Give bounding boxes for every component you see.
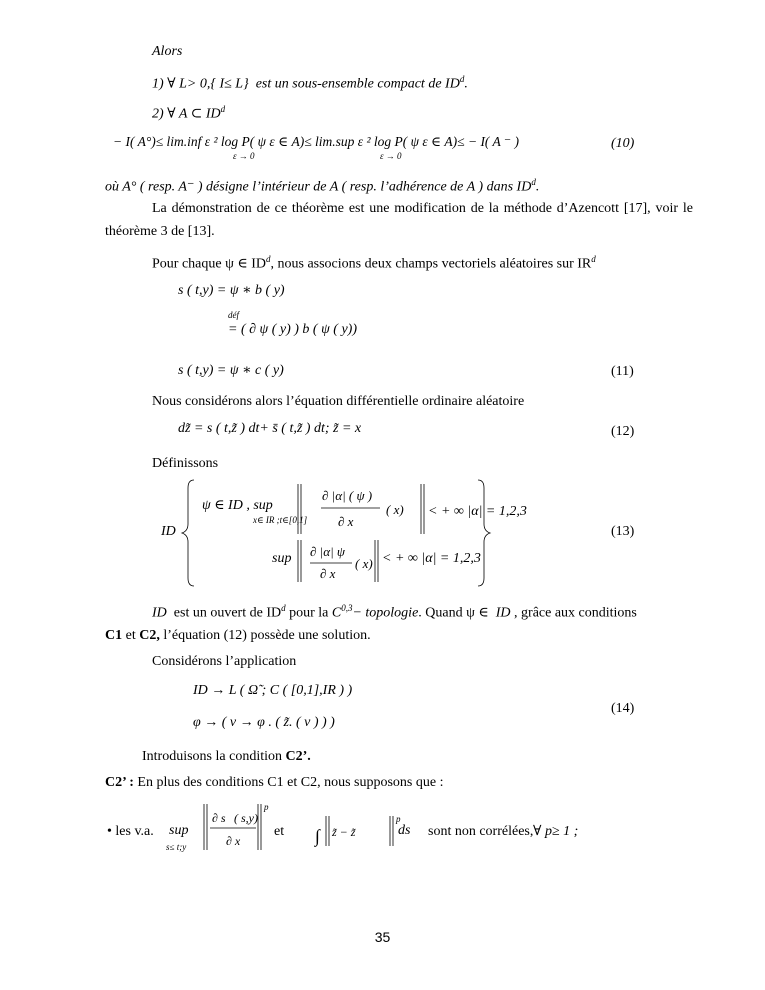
application-line: Considérons l’application <box>152 654 297 669</box>
bullet-text: sont non corrélées, <box>428 824 534 839</box>
equation-10-sub-2: ε → 0 <box>380 151 402 161</box>
svg-text:∂ x: ∂ x <box>320 566 336 581</box>
equation-12-number: (12) <box>611 424 635 439</box>
equation-13-row-2-end: < + ∞ |α| = 1,2,3 <box>382 551 481 566</box>
equation-10-number: (10) <box>611 136 635 151</box>
open-set-text-2: pour la <box>289 605 329 621</box>
alors-text: Alors <box>152 44 183 59</box>
equation-10: − I( A°)≤ lim.inf ε ² log P( ψ ε ∈ A)≤ lim.sup ε ² log P( ψ ε ∈ A)≤ − I( A ⁻ ) <box>113 134 519 149</box>
pour-chaque-line <box>152 250 596 274</box>
where-line-end: . <box>535 179 540 195</box>
open-set-text-1: est un ouvert de ID <box>173 605 282 621</box>
equation-12: dz̃ = s ( t,z̃ ) dt+ s̄ ( t,z̃ ) dt; z̃ = x <box>178 421 362 436</box>
pour-chaque-text: Pour chaque ψ ∈ ID <box>152 256 266 272</box>
svg-text:∂ |α| ( ψ ): ∂ |α| ( ψ ) <box>322 488 373 503</box>
svg-text:( x): ( x) <box>386 502 404 517</box>
equation-14-number: (14) <box>611 701 635 716</box>
svg-text:p: p <box>264 802 269 812</box>
item-1-end: . <box>464 76 468 92</box>
svg-text:∂ s: ∂ s <box>212 811 226 825</box>
c2prime-line <box>105 774 443 792</box>
equation-11-number: (11) <box>611 364 634 379</box>
where-line-sup: d <box>531 177 536 187</box>
open-set-topo-rest: − topologie <box>352 605 419 621</box>
c1-c2-line <box>105 627 371 645</box>
equation-14-line-1: ID → L ( Ω̃ ; C ( [0,1],IR ) ) <box>193 683 353 698</box>
svg-text:( x): ( x) <box>355 556 373 571</box>
where-line-text: où A° ( resp. A⁻ ) désigne l’intérieur de A ( resp. l’adhérence de A ) dans ID <box>105 179 532 195</box>
svg-text:∫: ∫ <box>315 826 320 846</box>
pour-chaque-rest: , nous associons deux champs vectoriels aléatoires sur IR <box>270 256 592 272</box>
introduisons-bold: C2’. <box>285 749 311 764</box>
open-set-sup: d <box>281 603 286 613</box>
equation-11-line-2: = ( ∂ ψ ( y) ) b ( ψ ( y)) <box>228 322 357 337</box>
c2prime-label: C2’ : <box>105 775 134 790</box>
svg-text:( s,y): ( s,y) <box>234 811 258 825</box>
equation-13-braces <box>150 478 495 588</box>
equation-13-number: (13) <box>611 524 635 539</box>
bullet-sup-cond: s≤ t;y <box>166 842 187 852</box>
equation-10-sub-1: ε → 0 <box>233 151 255 161</box>
open-set-topo-sup: 0,3 <box>341 603 353 613</box>
equation-13-row-1-cond: x∈ IR ;t∈[0,1] <box>253 515 308 525</box>
open-set-text-3: . Quand ψ ∈ <box>418 605 489 621</box>
item-1-math: 1) ∀ L> 0,{ I≤ L} <box>152 76 249 92</box>
equation-11-line-3: s ( t,y) = ψ ∗ c ( y) <box>178 363 284 378</box>
open-set-text-4: , grâce aux conditions <box>514 605 637 621</box>
open-set-math: ID <box>152 605 167 621</box>
equation-13-row-1-end: < + ∞ |α| = 1,2,3 <box>428 504 527 519</box>
bullet-math-bars <box>200 800 430 856</box>
bullet-ds: ds <box>398 823 411 838</box>
bullet-sup: sup <box>169 823 189 838</box>
equation-13-row-2: sup <box>272 551 292 566</box>
open-set-math-2: ID <box>495 605 511 621</box>
bullet-et: et <box>274 824 285 839</box>
c1-label: C1 <box>105 628 123 643</box>
c2-label: C2, <box>139 628 160 643</box>
c2prime-rest: En plus des conditions C1 et C2, nous supposons que : <box>133 775 444 790</box>
pour-chaque-sup-2: d <box>591 254 596 264</box>
open-set-topo: C <box>331 605 342 621</box>
svg-text:∂ |α| ψ: ∂ |α| ψ <box>310 544 345 559</box>
svg-text:p: p <box>396 814 401 824</box>
bullet-line-start: • les v.a. <box>107 824 154 839</box>
equation-14-line-2: φ → ( ν → φ . ( z̃. ( ν ) ) ) <box>193 715 335 730</box>
introduisons-line <box>142 748 311 766</box>
c1-c2-rest: l’équation (12) possède une solution. <box>159 628 371 643</box>
where-line <box>105 173 539 197</box>
item-2 <box>152 100 225 124</box>
svg-text:z̃ − z̃: z̃ − z̃ <box>332 825 356 839</box>
definissons-line: Définissons <box>152 456 219 471</box>
item-1 <box>152 70 468 94</box>
equation-13-label: ID <box>161 524 176 539</box>
equation-11-def: déf <box>228 310 239 320</box>
item-2-sup: d <box>220 104 226 114</box>
svg-text:∂ x: ∂ x <box>338 514 354 529</box>
item-2-math: 2) ∀ A ⊂ ID <box>152 106 221 122</box>
demonstration-paragraph: La démonstration de ce théorème est une modification de la méthode d’Azencott [17], voir le théorème 3 de [13]. <box>105 201 693 239</box>
page-number: 35 <box>374 929 391 945</box>
equation-11-line-1: s ( t,y) = ψ ∗ b ( y) <box>178 283 285 298</box>
c1-c2-mid: et <box>122 628 140 643</box>
bullet-end: ∀ p≥ 1 ; <box>533 824 579 839</box>
svg-text:∂ x: ∂ x <box>226 834 241 848</box>
pour-chaque-sup: d <box>266 254 271 264</box>
item-1-text: est un sous-ensemble compact de ID <box>255 76 460 92</box>
introduisons-text: Introduisons la condition <box>142 749 286 764</box>
considerons-line: Nous considérons alors l’équation différentielle ordinaire aléatoire <box>152 394 525 409</box>
item-1-sup: d <box>459 74 465 84</box>
equation-13-row-1: ψ ∈ ID , sup <box>202 498 273 513</box>
open-set-line <box>152 599 637 623</box>
